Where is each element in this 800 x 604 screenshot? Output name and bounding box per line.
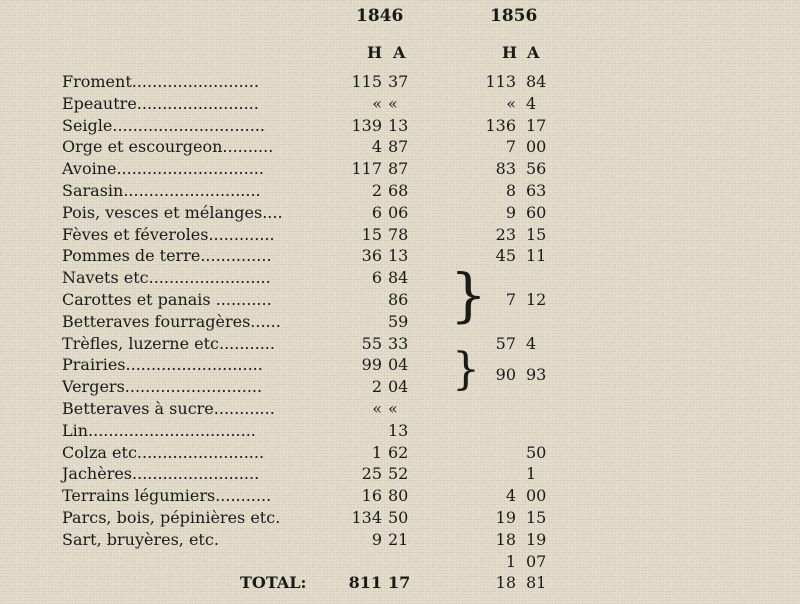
hectares-1846: « — [372, 94, 382, 113]
ares-1846: 84 — [388, 268, 409, 287]
ares-1846: « — [388, 94, 398, 113]
brace-navets-group: } — [450, 261, 487, 329]
row-label: Betteraves à sucre............ — [62, 399, 275, 418]
row-label: Seigle.............................. — [62, 116, 265, 135]
h-column-header-1846: H — [367, 43, 383, 62]
ares-1856: 00 — [526, 137, 547, 156]
a-column-header-1856: A — [527, 43, 540, 62]
row-label: Pommes de terre.............. — [62, 246, 272, 265]
row-label: Orge et escourgeon.......... — [62, 137, 274, 156]
ares-1856: 1 — [526, 464, 537, 483]
hectares-1856: 4 — [505, 486, 516, 505]
row-label: Betteraves fourragères...... — [62, 312, 281, 331]
hectares-1846: 9 — [371, 530, 382, 549]
hectares-1846: 99 — [361, 355, 382, 374]
ares-1856: 12 — [526, 290, 547, 309]
ares-1846: 04 — [388, 377, 409, 396]
row-label: Navets etc........................ — [62, 268, 271, 287]
hectares-1856: 18 — [495, 530, 516, 549]
ares-1846: 13 — [388, 246, 409, 265]
total-hectares-1856: 18 — [495, 573, 516, 592]
row-label: Fèves et féveroles............. — [62, 225, 275, 244]
ares-1856: 19 — [526, 530, 547, 549]
hectares-1846: 115 — [351, 72, 382, 91]
hectares-1846: 55 — [361, 334, 382, 353]
row-label: Pois, vesces et mélanges.... — [62, 203, 283, 222]
total-hectares-1846: 811 — [348, 573, 382, 592]
hectares-1846: 6 — [371, 203, 382, 222]
hectares-1856: 45 — [495, 246, 516, 265]
hectares-1856: 83 — [495, 159, 516, 178]
row-label: Epeautre........................ — [62, 94, 259, 113]
ares-1856: 15 — [526, 508, 547, 527]
row-label: Trèfles, luzerne etc........... — [62, 334, 275, 353]
ares-1846: 50 — [388, 508, 409, 527]
total-label: TOTAL: — [240, 573, 307, 592]
ares-1856: 4 — [526, 94, 537, 113]
ares-1846: 21 — [388, 530, 409, 549]
ares-1856: 60 — [526, 203, 547, 222]
h-column-header-1856: H — [502, 43, 518, 62]
hectares-1846: 4 — [371, 137, 382, 156]
year-1846-header: 1846 — [356, 6, 404, 26]
ares-1846: 52 — [388, 464, 409, 483]
hectares-1846: 1 — [371, 443, 382, 462]
ares-1846: 68 — [388, 181, 409, 200]
ares-1846: 33 — [388, 334, 409, 353]
row-label: Carottes et panais ........... — [62, 290, 272, 309]
a-column-header-1846: A — [393, 43, 406, 62]
ares-1856: 63 — [526, 181, 547, 200]
hectares-1846: 36 — [361, 246, 382, 265]
ares-1846: 87 — [388, 137, 409, 156]
hectares-1846: 134 — [351, 508, 382, 527]
ares-1856: 00 — [526, 486, 547, 505]
ares-1846: 59 — [388, 312, 409, 331]
row-label: Sart, bruyères, etc. — [62, 530, 219, 549]
hectares-1846: 15 — [361, 225, 382, 244]
hectares-1846: 2 — [371, 377, 382, 396]
hectares-1846: 2 — [371, 181, 382, 200]
hectares-1856: 1 — [505, 552, 516, 571]
total-ares-1856: 81 — [526, 573, 547, 592]
hectares-1856: 23 — [495, 225, 516, 244]
hectares-1846: 25 — [361, 464, 382, 483]
ares-1846: 78 — [388, 225, 409, 244]
ares-1856: 50 — [526, 443, 547, 462]
hectares-1856: « — [506, 94, 516, 113]
row-label: Avoine............................. — [62, 159, 264, 178]
hectares-1846: « — [372, 399, 382, 418]
merged-hectares-prairies-vergers: 90 — [495, 365, 516, 384]
hectares-1846: 117 — [351, 159, 382, 178]
row-label: Terrains légumiers........... — [62, 486, 272, 505]
row-label: Lin................................. — [62, 421, 256, 440]
ares-1846: 37 — [388, 72, 409, 91]
ares-1846: 13 — [388, 421, 409, 440]
row-label: Prairies........................... — [62, 355, 263, 374]
ares-1856: 84 — [526, 72, 547, 91]
ares-1856: 11 — [526, 246, 547, 265]
hectares-1856: 19 — [495, 508, 516, 527]
hectares-1846: 6 — [371, 268, 382, 287]
ares-1856: 56 — [526, 159, 547, 178]
row-label: Parcs, bois, pépinières etc. — [62, 508, 281, 527]
ares-1856: 17 — [526, 116, 547, 135]
total-ares-1846: 17 — [388, 573, 411, 592]
ares-1846: 13 — [388, 116, 409, 135]
row-label: Vergers........................... — [62, 377, 263, 396]
ares-1846: 80 — [388, 486, 409, 505]
brace-prairies-group: } — [452, 344, 480, 395]
ares-1856: 4 — [526, 334, 537, 353]
ares-1856: 07 — [526, 552, 547, 571]
row-label: Colza etc......................... — [62, 443, 265, 462]
ares-1846: 86 — [388, 290, 409, 309]
merged-ares-prairies-vergers: 93 — [526, 365, 547, 384]
ares-1846: « — [388, 399, 398, 418]
ares-1846: 62 — [388, 443, 409, 462]
hectares-1856: 7 — [505, 137, 516, 156]
hectares-1856: 8 — [505, 181, 516, 200]
ares-1846: 06 — [388, 203, 409, 222]
hectares-1846: 16 — [361, 486, 382, 505]
row-label: Froment......................... — [62, 72, 259, 91]
ares-1856: 15 — [526, 225, 547, 244]
hectares-1856: 136 — [485, 116, 516, 135]
ares-1846: 87 — [388, 159, 409, 178]
hectares-1856: 57 — [495, 334, 516, 353]
row-label: Sarasin........................... — [62, 181, 261, 200]
ares-1846: 04 — [388, 355, 409, 374]
hectares-1856: 9 — [505, 203, 516, 222]
year-1856-header: 1856 — [490, 6, 538, 26]
row-label: Jachères......................... — [62, 464, 260, 483]
hectares-1846: 139 — [351, 116, 382, 135]
hectares-1856: 113 — [485, 72, 516, 91]
hectares-1856: 7 — [505, 290, 516, 309]
